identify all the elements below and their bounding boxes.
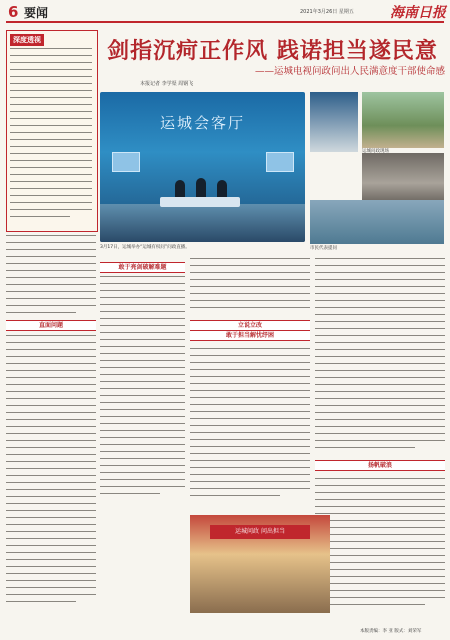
photo-speaker <box>310 92 358 152</box>
column-text <box>6 335 96 615</box>
studio-screen <box>112 152 140 172</box>
subsection-heading: 直面问题 <box>6 320 96 331</box>
subsection-heading: 扬帆破浪 <box>315 460 445 471</box>
issue-date: 2021年3月26日 星期五 <box>300 9 354 15</box>
page-footer: 本版责编：李 亚 版式：刘荣军 <box>360 629 422 634</box>
subsection-heading: 立说立改 <box>190 320 310 331</box>
byline: 本报记者 李学渠 周钢飞 <box>140 81 194 87</box>
page-header <box>0 0 450 22</box>
column-text <box>315 258 445 623</box>
column-text <box>100 276 185 511</box>
main-photo-caption: 3月17日，运城举办“运城有权问”问政直播。 <box>100 245 190 250</box>
studio-floor <box>100 204 305 242</box>
bottom-photo <box>190 515 330 613</box>
newspaper-logo: 海南日报 <box>390 5 446 21</box>
photo-meeting <box>362 92 444 148</box>
headline: 剑指沉疴正作风 践诺担当遂民意 <box>107 38 438 64</box>
subsection-heading: 敢于亮剑破解难题 <box>100 262 185 273</box>
subheadline: ——运城电视问政问出人民满意度干部使命感 <box>254 66 445 77</box>
studio-desk <box>160 197 240 207</box>
main-photo <box>100 92 305 242</box>
photo-caption: 市民代表提问 <box>310 246 337 251</box>
studio-title: 运城会客厅 <box>160 114 246 132</box>
subsection-heading: 敢于担当解忧纾困 <box>190 330 310 341</box>
header-rule <box>6 21 444 23</box>
photo-street <box>310 200 444 244</box>
page-number: 6 <box>8 3 19 21</box>
sidebar-title: 深度透视 <box>10 34 44 46</box>
section-name: 要闻 <box>24 6 49 20</box>
column-text <box>190 258 310 508</box>
studio-screen <box>266 152 294 172</box>
sidebar-text <box>10 48 92 226</box>
banner: 运城问政 问出担当 <box>210 525 310 539</box>
photo-caption: 运城问政现场 <box>362 149 389 154</box>
